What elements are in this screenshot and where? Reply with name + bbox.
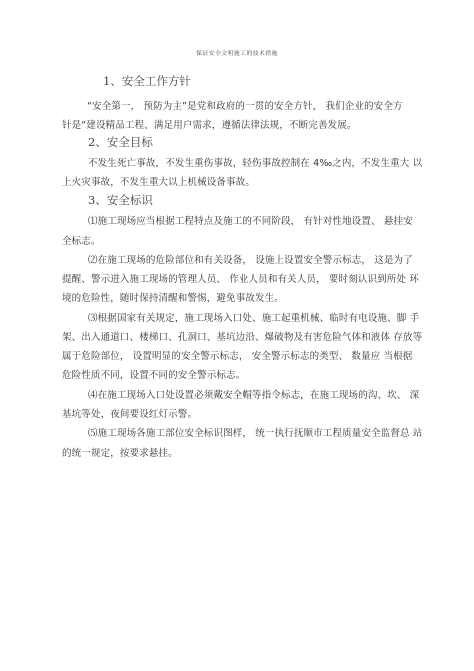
- paragraph-line: “安全第一， 预防为主”是党和政府的一贯的安全方针， 我们企业的安全方: [87, 101, 403, 112]
- document-title: 保证安全文明施工的技术措施: [196, 51, 278, 57]
- paragraph-line: 的统一规定，按要求悬挂。: [62, 448, 178, 459]
- paragraph-line: ⑶根据国家有关规定，施工现场入口处、施工起重机械、临时有电设施、脚 手: [88, 313, 420, 324]
- section-heading-signs: 3、安全标识: [88, 193, 153, 207]
- paragraph-line: 基坑等处，夜间要设红灯示警。: [62, 409, 198, 420]
- section-heading-goals: 2、安全目标: [88, 135, 153, 149]
- paragraph-line: 境的危险性，随时保持清醒和警惕，避免事故发生。: [62, 293, 284, 304]
- paragraph-line: ⑴施工现场应当根据工程特点及施工的不同阶段， 有针对性地设置、 悬挂安: [88, 216, 413, 227]
- paragraph-line: ⑵在施工现场的危险部位和有关设备， 设施上设置安全警示标志， 这是为了: [88, 255, 413, 266]
- paragraph-line: 针是“建设精品工程、满足用户需求，遵循法律法规，不断完善发展。: [62, 120, 357, 131]
- paragraph-line: ⑷在施工现场入口处设置必须戴安全帽等指令标志，在施工现场的沟、坎、 深: [88, 390, 420, 401]
- paragraph-line: 危险性质不同，设置不同的安全警示标志。: [62, 370, 246, 381]
- paragraph-line: 不发生死亡事故，不发生重伤事故，轻伤事故控制在 4‰之内，不发生重大 以: [88, 158, 423, 169]
- paragraph-line: 架、出入通道口、楼梯口、孔洞口、基坑边沿、爆破物及有害危险气体和液体 存放等: [62, 332, 423, 343]
- paragraph-line: 提醒、警示进入施工现场的管理人员、 作业人员和有关人员， 要时刻认识到所处 环: [62, 274, 419, 285]
- paragraph-line: ⑸施工现场各施工部位安全标识图样， 统一执行抚顺市工程质量安全监督总 站: [88, 428, 423, 439]
- paragraph-line: 全标志。: [62, 236, 101, 247]
- paragraph-line: 属于危险部位， 设置明显的安全警示标志， 安全警示标志的类型、 数量应 当根据: [62, 351, 413, 362]
- section-heading-policy: 1、安全工作方针: [103, 74, 191, 88]
- paragraph-line: 上火灾事故，不发生重大以上机械设备事故。: [62, 177, 256, 188]
